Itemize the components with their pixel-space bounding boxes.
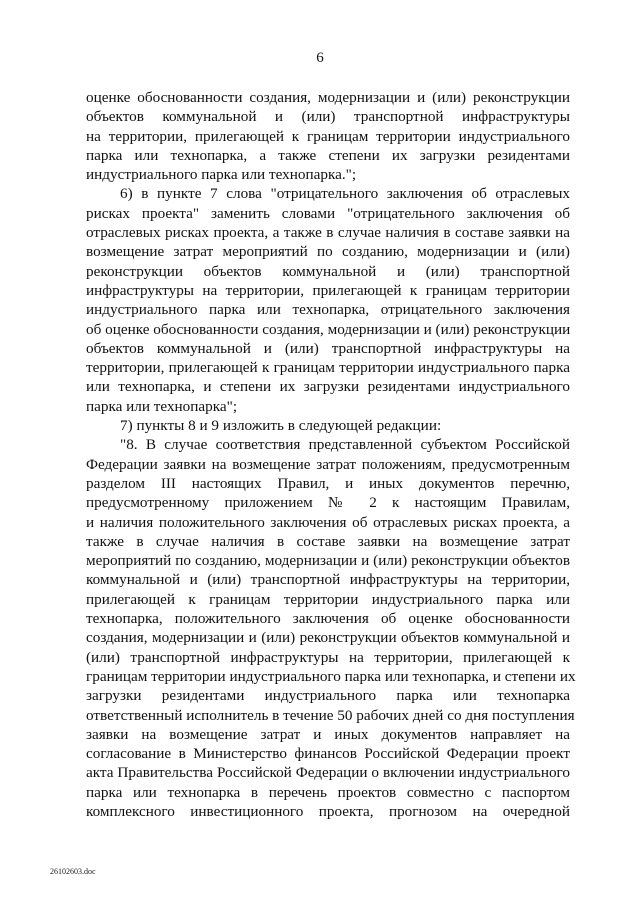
text-line: индустриального парка или технопарка, отрицательного заключения (86, 301, 570, 319)
text-line: оценке обоснованности создания, модернизации и (или) реконструкции (86, 89, 570, 106)
text-line: коммунальной и (или) транспортной инфраструктуры на территории, (86, 571, 570, 589)
text-line: объектов коммунальной и (или) транспортной инфраструктуры на (86, 339, 570, 357)
text-line: границам территории индустриального парка или технопарка, и степени их (86, 667, 576, 685)
text-line: об оценке обоснованности создания, модернизации и (или) реконструкции (86, 320, 571, 338)
text-line: на территории, прилегающей к границам территории индустриального (86, 127, 570, 145)
text-line: парка или технопарка"; (86, 397, 238, 415)
text-line: прилегающей к границам территории индустриального парка или (86, 590, 570, 608)
text-line: также в случае наличия в составе заявки на возмещение затрат (86, 532, 570, 550)
text-line: или технопарка, и степени их загрузки резидентами индустриального (86, 378, 570, 396)
text-line: возмещение затрат мероприятий по созданию, модернизации и (или) (86, 243, 570, 261)
text-line: реконструкции объектов коммунальной и (или) транспортной (86, 262, 570, 280)
text-line: (или) транспортной инфраструктуры на территории, прилегающей к (86, 648, 570, 666)
text-line: парка или технопарка в перечень проектов совместно с паспортом (86, 783, 570, 801)
page-number: 6 (316, 50, 324, 66)
text-line: 7) пункты 8 и 9 изложить в следующей редакции: (120, 417, 442, 435)
text-line: парка или технопарка, а также степени их загрузки резидентами (86, 146, 570, 164)
text-line: заявки на возмещение затрат и иных документов направляет на (86, 725, 570, 743)
text-line: загрузки резидентами индустриального парка или технопарка (86, 687, 570, 705)
text-line: "8. В случае соответствия представленной субъектом Российской (120, 436, 570, 454)
text-line: индустриального парка или технопарка."; (86, 166, 357, 184)
footer-filename: 26102603.doc (50, 867, 96, 876)
text-line: инфраструктуры на территории, прилегающей к границам территории (86, 281, 570, 299)
text-line: комплексного инвестиционного проекта, прогнозом на очередной (86, 802, 570, 820)
text-line: ответственный исполнитель в течение 50 рабочих дней со дня поступления (86, 706, 575, 724)
text-line: создания, модернизации и (или) реконструкции объектов коммунальной и (86, 629, 570, 647)
text-line: мероприятий по созданию, модернизации и (или) реконструкции объектов (86, 552, 570, 570)
text-line: акта Правительства Российской Федерации о включении индустриального (86, 764, 570, 782)
document-body (86, 88, 576, 821)
text-line: и наличия положительного заключения об отраслевых рисках проекта, а (86, 513, 570, 531)
text-line: 6) в пункте 7 слова "отрицательного заключения об отраслевых (120, 185, 570, 203)
text-line: разделом III настоящих Правил, и иных документов перечню, (86, 474, 570, 492)
text-line: согласование в Министерство финансов Российской Федерации проект (86, 745, 570, 763)
text-line: территории, прилегающей к границам территории индустриального парка (86, 359, 570, 377)
text-line: технопарка, положительного заключения об оценке обоснованности (86, 610, 570, 628)
text-line: рисках проекта" заменить словами "отрицательного заключения об (86, 204, 570, 222)
text-line: отраслевых рисках проекта, а также в случае наличия в составе заявки на (86, 224, 570, 242)
text-line: объектов коммунальной и (или) транспортной инфраструктуры (86, 108, 570, 126)
text-line: предусмотренному приложением № 2 к настоящим Правилам, (86, 494, 570, 512)
text-line: Федерации заявки на возмещение затрат положениям, предусмотренным (86, 455, 570, 473)
